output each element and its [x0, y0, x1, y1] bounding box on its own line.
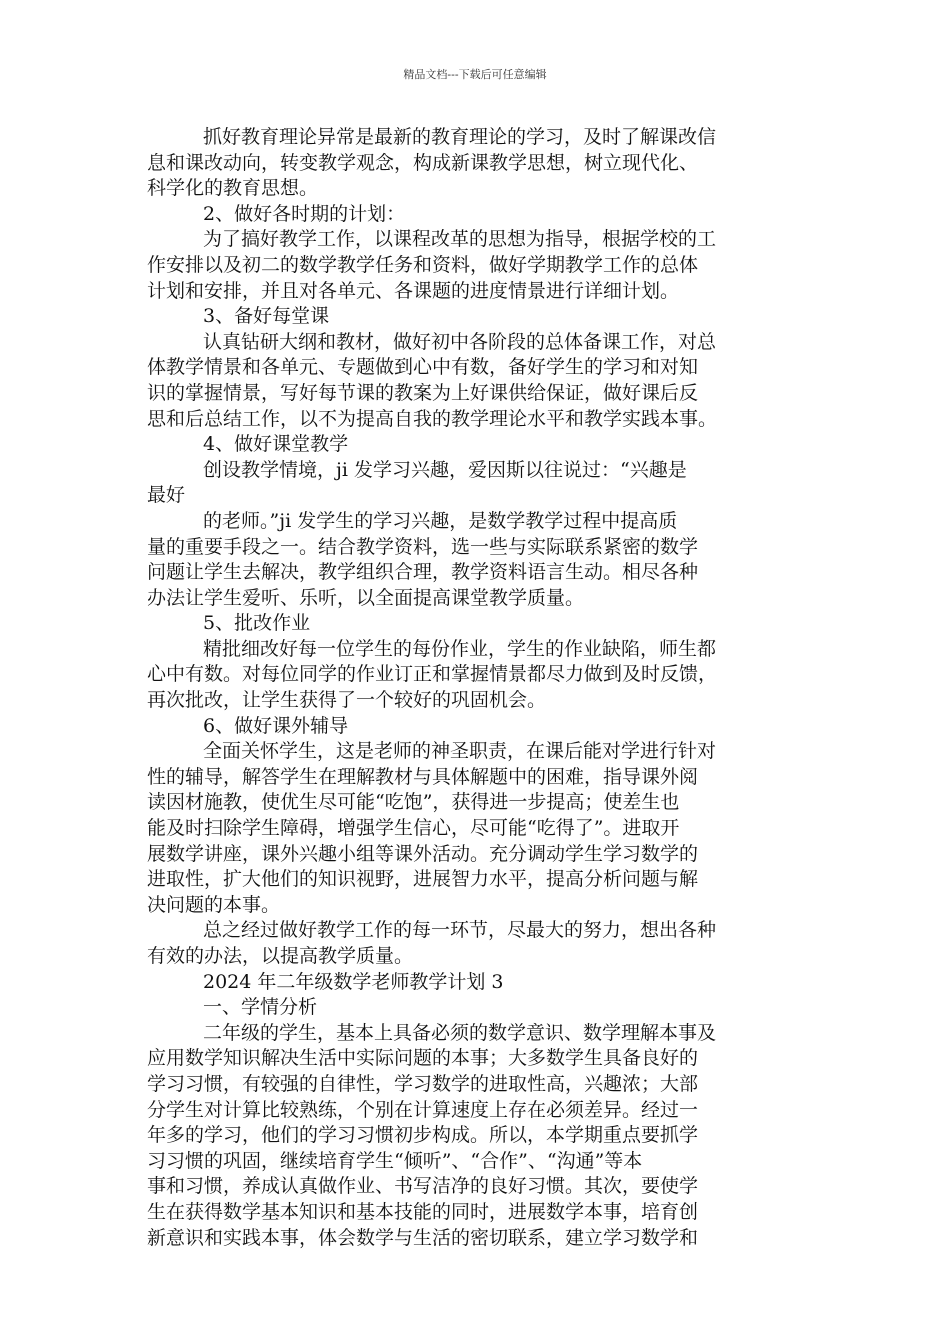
- text-line: 精批细改好每一位学生的每份作业，学生的作业缺陷，师生都: [203, 637, 717, 660]
- text-line: 6、做好课外辅导: [203, 714, 349, 737]
- text-line: 应用数学知识解决生活中实际问题的本事；大多数学生具备良好的: [147, 1047, 699, 1070]
- text-line: 思和后总结工作，以不为提高自我的教学理论水平和教学实践本事。: [147, 407, 718, 430]
- text-line: 认真钻研大纲和教材，做好初中各阶段的总体备课工作，对总: [203, 330, 717, 353]
- text-line: 5、批改作业: [203, 612, 311, 635]
- text-line: 全面关怀学生，这是老师的神圣职责，在课后能对学进行针对: [203, 740, 717, 763]
- text-line: 学习习惯，有较强的自律性，学习数学的进取性高，兴趣浓；大部: [147, 1072, 699, 1095]
- text-line: 的老师。”ji 发学生的学习兴趣，是数学教学过程中提高质: [203, 509, 678, 532]
- text-line: 生在获得数学基本知识和基本技能的同时，进展数学本事，培育创: [147, 1200, 699, 1223]
- text-line: 新意识和实践本事，体会数学与生活的密切联系，建立学习数学和: [147, 1226, 699, 1249]
- text-line: 进取性，扩大他们的知识视野，进展智力水平，提高分析问题与解: [147, 868, 699, 891]
- text-line: 息和课改动向，转变教学观念，构成新课教学思想，树立现代化、: [147, 151, 699, 174]
- text-line: 二年级的学生，基本上具备必须的数学意识、数学理解本事及: [203, 1021, 717, 1044]
- text-line: 有效的办法，以提高教学质量。: [147, 945, 414, 967]
- text-line: 读因材施教，使优生尽可能“吃饱”，获得进一步提高；使差生也: [147, 791, 680, 814]
- text-line: 体教学情景和各单元、专题做到心中有数，备好学生的学习和对知: [147, 356, 699, 379]
- text-line: 事和习惯，养成认真做作业、书写洁净的良好习惯。其次，要使学: [147, 1175, 699, 1198]
- text-line: 最好: [147, 484, 186, 507]
- text-line: 识的掌握情景，写好每节课的教案为上好课供给保证，做好课后反: [147, 381, 699, 404]
- text-line: 2024 年二年级数学老师教学计划 3: [203, 970, 504, 993]
- text-line: 科学化的教育思想。: [147, 177, 319, 200]
- text-line: 一、学情分析: [203, 996, 318, 1019]
- text-line: 心中有数。对每位同学的作业订正和掌握情景都尽力做到及时反馈，: [147, 663, 718, 686]
- text-line: 创设教学情境，ji 发学习兴趣，爱因斯以往说过：“兴趣是: [203, 458, 687, 481]
- text-line: 计划和安排，并且对各单元、各课题的进度情景进行详细计划。: [147, 279, 680, 302]
- text-line: 抓好教育理论异常是最新的教育理论的学习，及时了解课改信: [203, 126, 717, 148]
- text-line: 年多的学习，他们的学习习惯初步构成。所以，本学期重点要抓学: [147, 1124, 699, 1147]
- text-line: 3、备好每堂课: [203, 305, 330, 328]
- text-line: 决问题的本事。: [147, 893, 281, 916]
- page-header: 精品文档---下载后可任意编辑: [403, 68, 547, 81]
- text-line: 办法让学生爱听、乐听，以全面提高课堂教学质量。: [147, 586, 585, 609]
- text-line: 习习惯的巩固，继续培育学生“倾听”、“合作”、“沟通”等本: [147, 1149, 643, 1172]
- text-line: 为了搞好教学工作，以课程改革的思想为指导，根据学校的工: [203, 228, 717, 251]
- text-line: 能及时扫除学生障碍，增强学生信心，尽可能“吃得了”。进取开: [147, 817, 680, 840]
- text-line: 性的辅导，解答学生在理解教材与具体解题中的困难，指导课外阅: [147, 765, 699, 788]
- text-line: 4、做好课堂教学: [203, 433, 349, 456]
- text-line: 作安排以及初二的数学教学任务和资料，做好学期教学工作的总体: [147, 253, 699, 276]
- text-line: 展数学讲座，课外兴趣小组等课外活动。充分调动学生学习数学的: [147, 842, 699, 865]
- text-line: 再次批改，让学生获得了一个较好的巩固机会。: [147, 689, 547, 712]
- text-line: 量的重要手段之一。结合教学资料，选一些与实际联系紧密的数学: [147, 535, 699, 558]
- text-line: 总之经过做好教学工作的每一环节，尽最大的努力，想出各种: [203, 919, 717, 942]
- text-line: 问题让学生去解决，教学组织合理，教学资料语言生动。相尽各种: [147, 561, 699, 584]
- text-line: 分学生对计算比较熟练，个别在计算速度上存在必须差异。经过一: [147, 1098, 699, 1121]
- text-line: 2、做好各时期的计划：: [203, 202, 406, 225]
- document-body: [147, 125, 811, 1251]
